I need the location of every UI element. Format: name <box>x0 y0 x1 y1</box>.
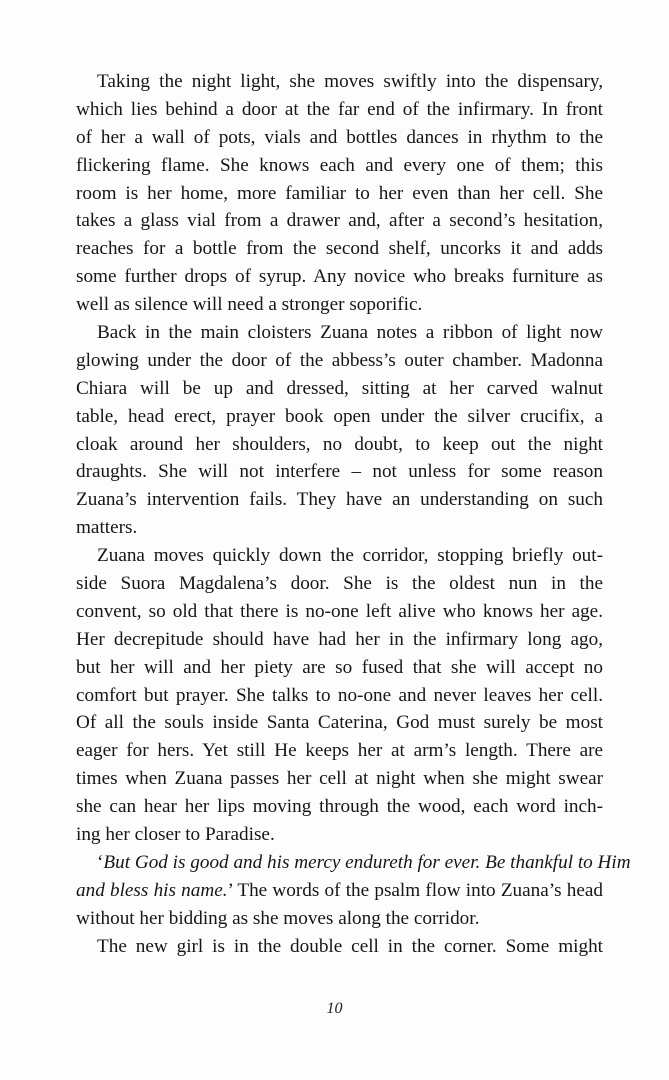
text-line: reaches for a bottle from the second shelf, uncorks it and adds <box>76 238 603 260</box>
paragraph-5 <box>76 933 603 961</box>
text-line: draughts. She will not interfere – not unless for some reason <box>76 461 603 483</box>
text-line: matters. <box>76 517 138 539</box>
paragraph-3 <box>76 542 603 849</box>
text-line: Back in the main cloisters Zuana notes a ribbon of light now <box>97 322 603 344</box>
open-quote: ‘ <box>97 851 104 873</box>
text-line: Her decrepitude should have had her in the infirmary long ago, <box>76 628 603 650</box>
text-line: takes a glass vial from a drawer and, after a second’s hesitation, <box>76 210 603 232</box>
narration: The words of the psalm flow into Zuana’s head <box>232 879 603 901</box>
text-line: table, head erect, prayer book open under the silver crucifix, a <box>76 405 603 427</box>
page-number: 10 <box>326 1000 343 1017</box>
paragraph-1 <box>76 68 603 319</box>
text-line: cloak around her shoulders, no doubt, to keep out the night <box>76 433 603 455</box>
text-line: Of all the souls inside Santa Caterina, God must surely be most <box>76 712 603 734</box>
close-quote: ’ <box>227 879 233 901</box>
text-line: Taking the night light, she moves swiftly into the dispensary, <box>97 71 603 92</box>
text-line: times when Zuana passes her cell at night when she might swear <box>76 768 603 790</box>
paragraph-2 <box>76 319 603 542</box>
text-line: eager for hers. Yet still He keeps her at arm’s length. There are <box>76 740 603 762</box>
paragraph-4-psalm <box>76 849 631 933</box>
text-line: convent, so old that there is no-one left alive who knows her age. <box>76 600 603 622</box>
text-line: which lies behind a door at the far end of the infirmary. In front <box>76 98 603 120</box>
text-line: some further drops of syrup. Any novice who breaks furniture as <box>76 266 603 288</box>
quote-line <box>76 849 631 877</box>
text-line: Zuana’s intervention fails. They have an understanding on such <box>76 489 603 511</box>
text-line: side Suora Magdalena’s door. She is the oldest nun in the <box>76 573 603 595</box>
psalm-quote: But God is good and his mercy endureth for ever. Be thankful to Him <box>103 851 631 873</box>
text-line: Zuana moves quickly down the corridor, stopping briefly out- <box>97 545 603 567</box>
text-line: well as silence will need a stronger soporific. <box>76 294 423 316</box>
psalm-quote-end: and bless his name. <box>76 879 228 901</box>
text-line: room is her home, more familiar to her even than her cell. She <box>76 182 603 204</box>
text-line: flickering flame. She knows each and every one of them; this <box>76 154 603 176</box>
text-line: of her a wall of pots, vials and bottles dances in rhythm to the <box>76 126 603 148</box>
text-line: comfort but prayer. She talks to no-one and never leaves her cell. <box>76 684 603 706</box>
text-line: without her bidding as she moves along the corridor. <box>76 907 480 929</box>
text-line: she can hear her lips moving through the wood, each word inch- <box>76 796 603 818</box>
text-line: ing her closer to Paradise. <box>76 824 275 846</box>
quote-line <box>76 877 603 905</box>
body-text <box>76 68 631 961</box>
text-line: The new girl is in the double cell in the corner. Some might <box>97 935 603 957</box>
text-line: but her will and her piety are so fused that she will accept no <box>76 656 603 678</box>
text-line: glowing under the door of the abbess’s outer chamber. Madonna <box>76 349 603 371</box>
text-line: Chiara will be up and dressed, sitting at her carved walnut <box>76 377 603 399</box>
